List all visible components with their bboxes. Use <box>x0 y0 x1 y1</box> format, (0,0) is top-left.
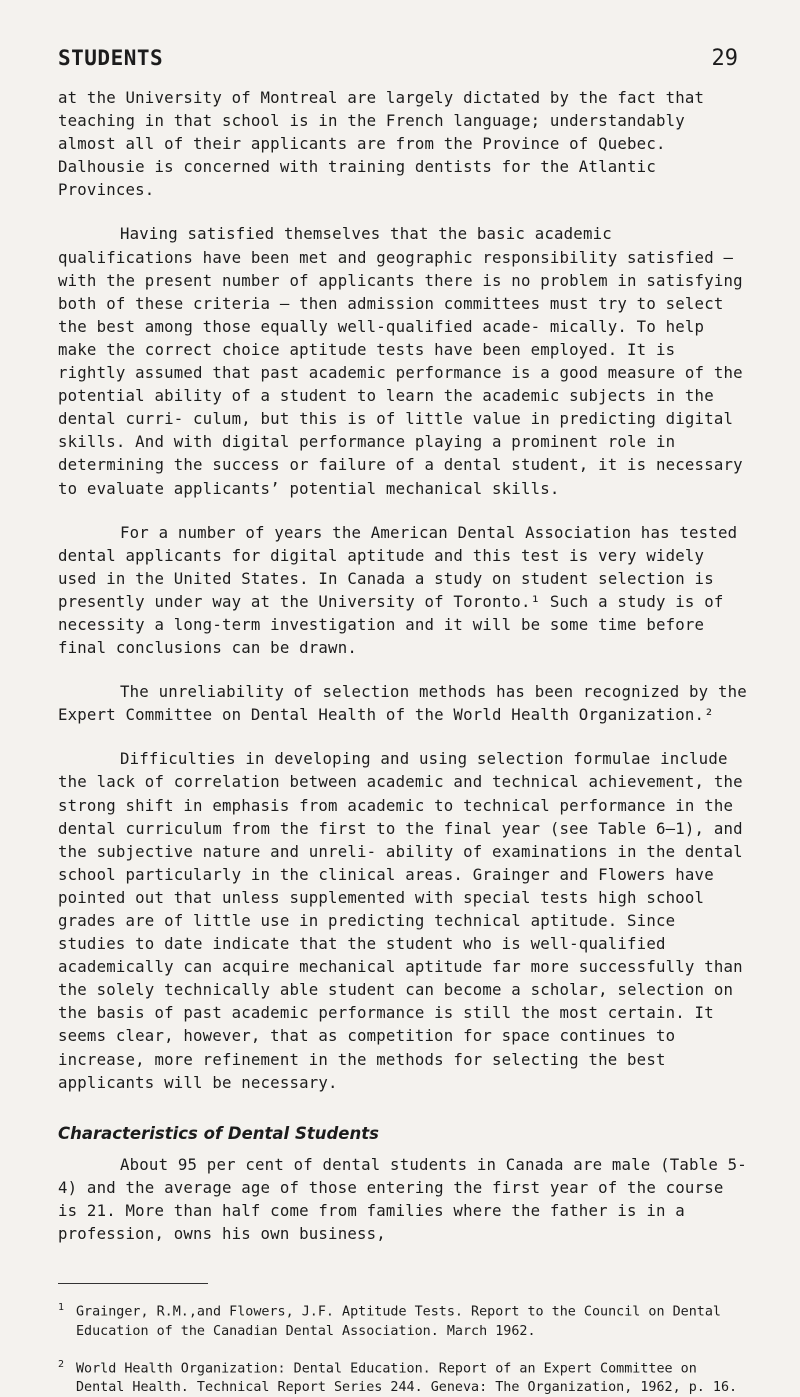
paragraph-difficulties: Difficulties in developing and using selection formulae include the lack of correlation between academic and technical achievement, the strong shift in emphasis from academic to technical performance in the dental curriculum from the first to the final year (see Table 6—1), and the subjective nature and unreli- ability of examinations in the dental school particularly in the clinical areas. Grainger and Flowers have pointed out that unless supplemented with special tests high school grades are of little use in predicting technical aptitude. Since studies to date indicate that the student who is well-qualified academically can acquire mechanical aptitude far more successfully than the solely technically able student can become a scholar, selection on the basis of past academic performance is still the most certain. It seems clear, however, that as competition for space continues to increase, more refinement in the methods for selecting the best applicants will be necessary. <box>58 749 743 1092</box>
footnote-1 <box>58 1298 748 1340</box>
footnote-number: 1 <box>58 1302 65 1314</box>
page-body <box>58 86 748 1397</box>
footnote-text: World Health Organization: Dental Education. Report of an Expert Committee on Dental Health. Technical Report Series 244. Geneva: The Organization, 1962, p. 16. <box>76 1361 738 1396</box>
paragraph-characteristics: About 95 per cent of dental students in Canada are male (Table 5-4) and the average age of those entering the first year of the course is 21. More than half come from families where the father is in a profession, owns his own business, <box>58 1154 747 1244</box>
footnote-number: 2 <box>58 1358 65 1370</box>
page-number: 29 <box>711 46 738 71</box>
paragraph-aptitude-tests: Having satisfied themselves that the basic academic qualifications have been met and geographic responsibility satisfied — with the present number of applicants there is no problem in satisfying both of these criteria — then admission committees must try to select the best among those equally well-qualified acade- mically. To help make the correct choice aptitude tests have been employed. It is rightly assumed that past academic performance is a good measure of the potential ability of a student to learn the academic subjects in the dental curri- culum, but this is of little value in predicting digital skills. And with digital performance playing a prominent role in determining the success or failure of a dental student, it is necessary to evaluate applicants’ potential mechanical skills. <box>58 224 743 498</box>
footnote-divider <box>58 1283 208 1284</box>
running-head: STUDENTS <box>58 46 164 70</box>
paragraph-ada-testing: For a number of years the American Dental Association has tested dental applicants for digital aptitude and this test is very widely used in the United States. In Canada a study on student selection is presently under way at the University of Toronto.¹ Such a study is of necessity a long-term investigation and it will be some time before final conclusions can be drawn. <box>58 522 738 658</box>
paragraph-continued: at the University of Montreal are largely dictated by the fact that teaching in that school is in the French language; understandably almost all of their applicants are from the Province of Quebec. Dalhousie is concerned with training dentists for the Atlantic Provinces. <box>58 88 705 200</box>
footnote-text: Grainger, R.M.,and Flowers, J.F. Aptitude Tests. Report to the Council on Dental Education of the Canadian Dental Association. March 1962. <box>76 1304 721 1339</box>
paragraph-who-committee: The unreliability of selection methods has been recognized by the Expert Committee on Dental Health of the World Health Organization.² <box>58 682 747 725</box>
section-heading: Characteristics of Dental Students <box>58 1123 379 1143</box>
footnote-2 <box>58 1355 748 1397</box>
page-header <box>58 46 738 86</box>
